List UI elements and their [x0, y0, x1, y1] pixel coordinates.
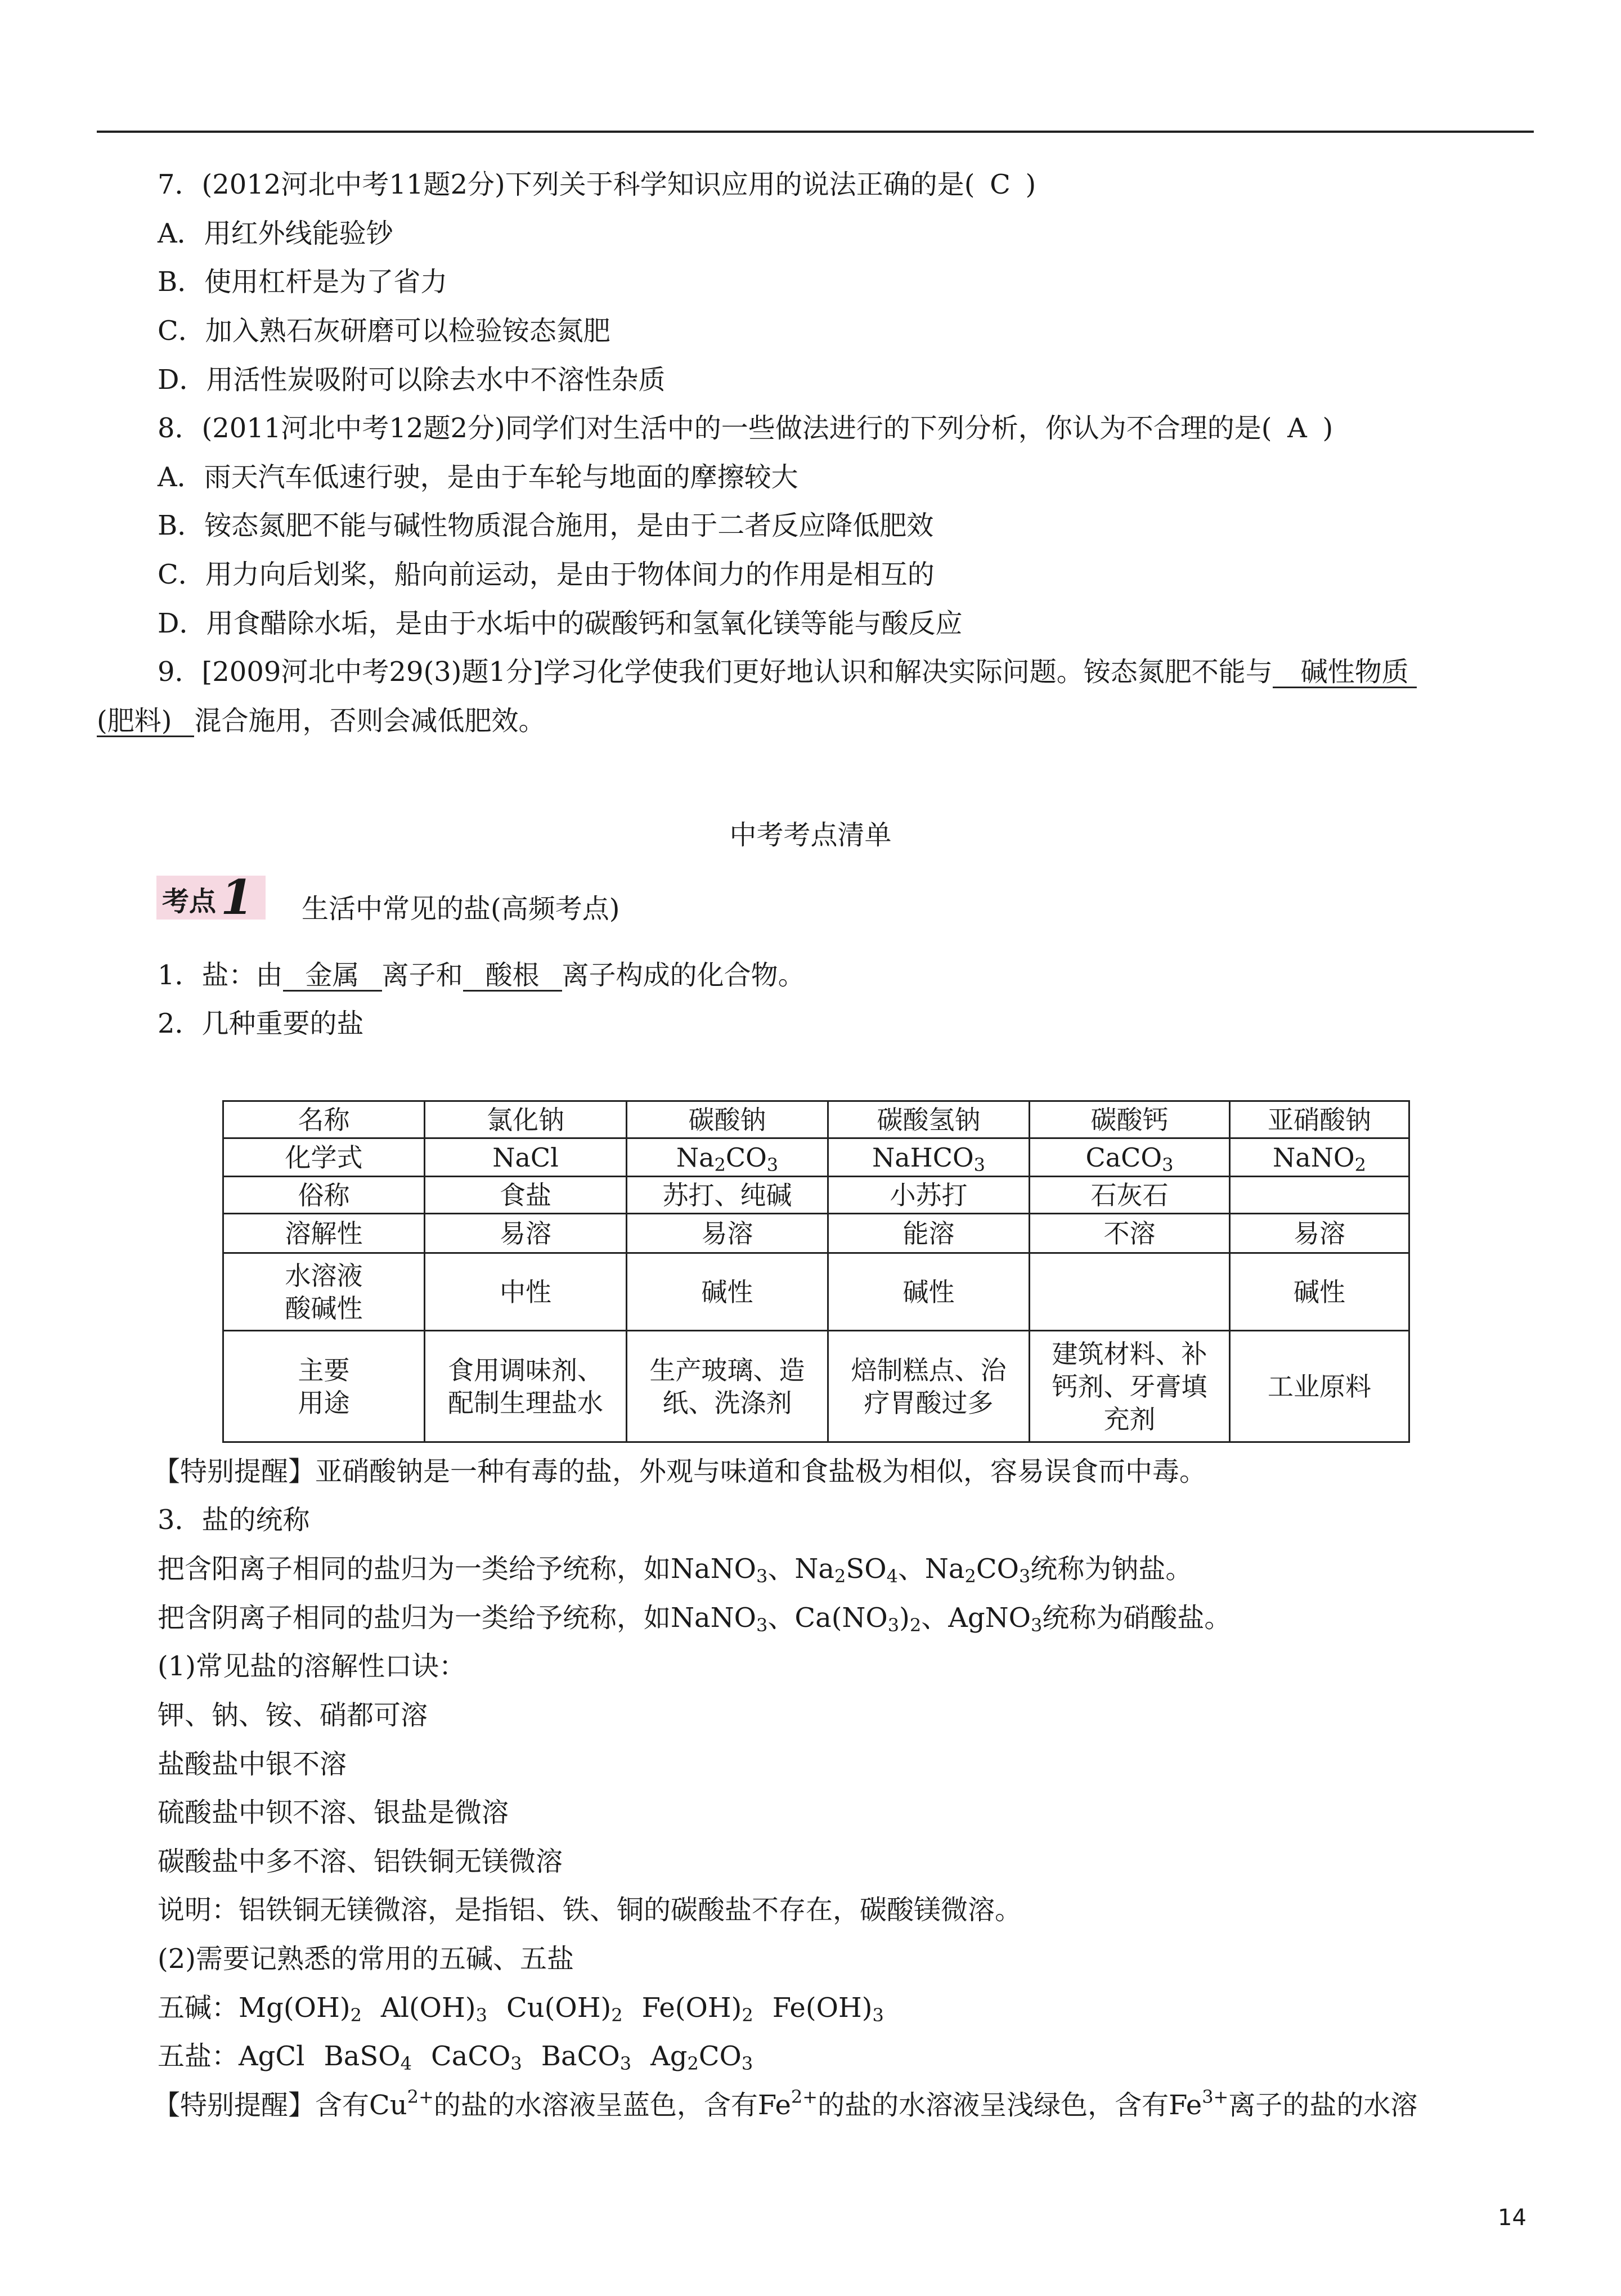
subscript: 3 — [1030, 1615, 1043, 1636]
question-stem: 8．(2011河北中考12题2分)同学们对生活中的一些做法进行的下列分析，你认为不合理的是( — [158, 412, 1272, 444]
question-stem: 7．(2012河北中考11题2分)下列关于科学知识应用的说法正确的是( — [158, 169, 975, 200]
text: 的盐的水溶液呈蓝色，含有Fe — [433, 2089, 791, 2121]
badge-label: 考点 — [162, 886, 217, 917]
cation-line — [158, 1552, 1192, 1586]
text: 离子构成的化合物。 — [562, 959, 805, 991]
table-cell: 工业原料 — [1230, 1331, 1409, 1442]
label: 五碱： — [158, 1992, 239, 2024]
question-text: 混合施用，否则会减低肥效。 — [194, 705, 546, 737]
label: 五盐： — [158, 2041, 239, 2072]
subscript: 3 — [756, 1615, 768, 1636]
formula: CaCO — [430, 2041, 511, 2072]
superscript: 2+ — [407, 2086, 434, 2107]
table-cell: 苏打、纯碱 — [627, 1177, 828, 1214]
five-salts — [158, 2039, 753, 2073]
table-cell: 中性 — [425, 1253, 627, 1331]
table-cell: 碳酸钠 — [627, 1101, 828, 1138]
table-cell: 碳酸氢钠 — [828, 1101, 1030, 1138]
table-row — [223, 1331, 1409, 1442]
table-cell: 名称 — [223, 1101, 425, 1138]
formula-cell — [828, 1138, 1030, 1177]
rhyme-line: 碳酸盐中多不溶、铝铁铜无镁微溶 — [158, 1846, 563, 1877]
question-9 — [158, 655, 1417, 689]
table-cell: 俗称 — [223, 1177, 425, 1214]
table-cell: 不溶 — [1030, 1214, 1230, 1253]
subscript: 3 — [1162, 1154, 1174, 1176]
formula: NaNO — [1273, 1142, 1355, 1173]
table-cell: 食盐 — [425, 1177, 627, 1214]
subscript: 2 — [714, 1154, 726, 1176]
formula: Ag — [650, 2041, 688, 2072]
text: 把含阳离子相同的盐归为一类给予统称，如NaNO — [158, 1553, 756, 1585]
five-bases — [158, 1991, 884, 2025]
explanation: 说明：铝铁铜无镁微溶，是指铝、铁、铜的碳酸盐不存在，碳酸镁微溶。 — [158, 1894, 1022, 1926]
option: B．铵态氮肥不能与碱性物质混合施用，是由于二者反应降低肥效 — [158, 510, 934, 541]
table-cell: 能溶 — [828, 1214, 1030, 1253]
subscript: 2 — [687, 2053, 699, 2074]
header-rule — [97, 131, 1534, 133]
item-heading: 3．盐的统称 — [158, 1504, 310, 1536]
table-cell: 焙制糕点、治 疗胃酸过多 — [828, 1331, 1030, 1442]
subscript: 2 — [742, 2004, 753, 2026]
subscript: 3 — [741, 2053, 753, 2074]
table-cell: 碱性 — [627, 1253, 828, 1331]
subscript: 2 — [964, 1566, 976, 1587]
formula-cell — [1230, 1138, 1409, 1177]
table-cell: 生产玻璃、造 纸、洗涤剂 — [627, 1331, 828, 1442]
subscript: 3 — [973, 1154, 986, 1176]
text: 1．盐：由 — [158, 959, 283, 991]
text: 统称为硝酸盐。 — [1042, 1602, 1232, 1634]
text: 、Ca(NO — [767, 1602, 888, 1634]
rhyme-line: 盐酸盐中银不溶 — [158, 1748, 347, 1780]
question-7 — [158, 168, 1036, 201]
option: D．用活性炭吸附可以除去水中不溶性杂质 — [158, 364, 666, 396]
text: 统称为钠盐。 — [1030, 1553, 1193, 1585]
option: C．用力向后划桨，船向前运动，是由于物体间力的作用是相互的 — [158, 559, 935, 590]
table-cell: 建筑材料、补 钙剂、牙膏填 充剂 — [1030, 1331, 1230, 1442]
rhyme-line: 钾、钠、铵、硝都可溶 — [158, 1699, 428, 1731]
table-cell: 石灰石 — [1030, 1177, 1230, 1214]
table-cell: 水溶液 酸碱性 — [223, 1253, 425, 1331]
formula: Al(OH) — [380, 1992, 476, 2024]
formula: Fe(OH) — [772, 1992, 873, 2024]
formula: CO — [725, 1142, 767, 1173]
subscript: 3 — [756, 1566, 768, 1587]
subscript: 3 — [510, 2053, 522, 2074]
text: 离子的盐的水溶 — [1228, 2089, 1418, 2121]
subscript: 2 — [611, 2004, 623, 2026]
option: A．用红外线能验钞 — [158, 218, 393, 249]
question-9-cont — [97, 704, 545, 738]
formula: BaSO — [324, 2041, 401, 2072]
subscript: 3 — [766, 1154, 779, 1176]
table-header-row — [223, 1101, 1409, 1138]
formula: Cu(OH) — [506, 1992, 612, 2024]
salt-definition — [158, 958, 805, 992]
section-title: 中考考点清单 — [729, 819, 892, 851]
question-stem: 9．[2009河北中考29(3)题1分]学习化学使我们更好地认识和解决实际问题。铵态氮肥不能与 — [158, 656, 1273, 688]
table-row — [223, 1138, 1409, 1177]
subscript: 3 — [619, 2053, 632, 2074]
solubility-title: (1)常见盐的溶解性口诀： — [158, 1651, 466, 1682]
table-cell: 易溶 — [425, 1214, 627, 1253]
kaodian-badge — [156, 869, 266, 925]
paren: ) — [1322, 412, 1333, 444]
formula-cell — [1030, 1138, 1230, 1177]
option: A．雨天汽车低速行驶，是由于车轮与地面的摩擦较大 — [158, 461, 798, 493]
table-cell: 化学式 — [223, 1138, 425, 1177]
text: 、Na — [897, 1553, 965, 1585]
table-cell — [1230, 1177, 1409, 1214]
rhyme-line: 硫酸盐中钡不溶、银盐是微溶 — [158, 1797, 509, 1828]
kaodian-title: 生活中常见的盐(高频考点) — [302, 893, 620, 925]
salt-table — [222, 1100, 1410, 1443]
item-heading: 2．几种重要的盐 — [158, 1008, 364, 1039]
formula: CO — [698, 2041, 742, 2072]
subscript: 2 — [909, 1615, 922, 1636]
table-cell: 碱性 — [828, 1253, 1030, 1331]
subscript: 3 — [887, 1615, 900, 1636]
text: 把含阴离子相同的盐归为一类给予统称，如NaNO — [158, 1602, 756, 1634]
table-cell: 易溶 — [627, 1214, 828, 1253]
table-cell: 小苏打 — [828, 1177, 1030, 1214]
answer-blank: (肥料) — [97, 706, 194, 737]
text: 【特别提醒】含有Cu — [153, 2089, 407, 2121]
subscript: 4 — [400, 2053, 412, 2074]
table-cell: 食用调味剂、 配制生理盐水 — [425, 1331, 627, 1442]
option: C．加入熟石灰研磨可以检验铵态氮肥 — [158, 315, 610, 347]
table-cell: 碳酸钙 — [1030, 1101, 1230, 1138]
text: SO — [846, 1553, 887, 1585]
superscript: 2+ — [791, 2086, 818, 2107]
text: 离子和 — [381, 959, 463, 991]
special-tip: 【特别提醒】亚硝酸钠是一种有毒的盐，外观与味道和食盐极为相似，容易误食而中毒。 — [153, 1456, 1207, 1487]
subscript: 3 — [475, 2004, 487, 2026]
superscript: 3+ — [1202, 2086, 1229, 2107]
formula: Na — [676, 1142, 715, 1173]
formula: NaCl — [492, 1142, 559, 1173]
option: D．用食醋除水垢，是由于水垢中的碳酸钙和氢氧化镁等能与酸反应 — [158, 608, 963, 639]
table-row — [223, 1214, 1409, 1253]
text: 、Na — [767, 1553, 834, 1585]
answer: C — [990, 169, 1011, 200]
subscript: 2 — [350, 2004, 362, 2026]
table-cell — [1030, 1253, 1230, 1331]
subscript: 4 — [886, 1566, 898, 1587]
formula: CaCO — [1085, 1142, 1162, 1173]
text: 、AgNO — [921, 1602, 1031, 1634]
answer-blank: 金属 — [283, 961, 382, 992]
table-cell: 亚硝酸钠 — [1230, 1101, 1409, 1138]
table-cell: 氯化钠 — [425, 1101, 627, 1138]
formula-cell — [627, 1138, 828, 1177]
formula-cell — [425, 1138, 627, 1177]
special-tip-2 — [153, 2088, 1417, 2122]
formula: Fe(OH) — [641, 1992, 742, 2024]
table-cell: 溶解性 — [223, 1214, 425, 1253]
page-number: 14 — [1498, 2205, 1526, 2231]
subscript: 2 — [834, 1566, 846, 1587]
badge-number: 1 — [221, 869, 254, 925]
formula: BaCO — [541, 2041, 620, 2072]
text: 的盐的水溶液呈浅绿色，含有Fe — [818, 2089, 1202, 2121]
formula: AgCl — [239, 2041, 305, 2072]
subscript: 2 — [1354, 1154, 1366, 1176]
subscript: 3 — [1018, 1566, 1031, 1587]
text: ) — [899, 1602, 910, 1634]
formula: NaHCO — [872, 1142, 974, 1173]
answer-blank: 酸根 — [463, 961, 562, 992]
subscript: 3 — [872, 2004, 884, 2026]
answer-blank: 碱性物质 — [1273, 657, 1417, 688]
paren: ) — [1025, 169, 1036, 200]
question-8 — [158, 411, 1333, 445]
answer: A — [1287, 412, 1307, 444]
table-row — [223, 1253, 1409, 1331]
table-row — [223, 1177, 1409, 1214]
table-cell: 碱性 — [1230, 1253, 1409, 1331]
table-cell: 主要 用途 — [223, 1331, 425, 1442]
anion-line — [158, 1601, 1231, 1635]
five-title: (2)需要记熟悉的常用的五碱、五盐 — [158, 1943, 574, 1975]
formula: Mg(OH) — [239, 1992, 351, 2024]
option: B．使用杠杆是为了省力 — [158, 266, 448, 298]
text: CO — [976, 1553, 1019, 1585]
table-cell: 易溶 — [1230, 1214, 1409, 1253]
